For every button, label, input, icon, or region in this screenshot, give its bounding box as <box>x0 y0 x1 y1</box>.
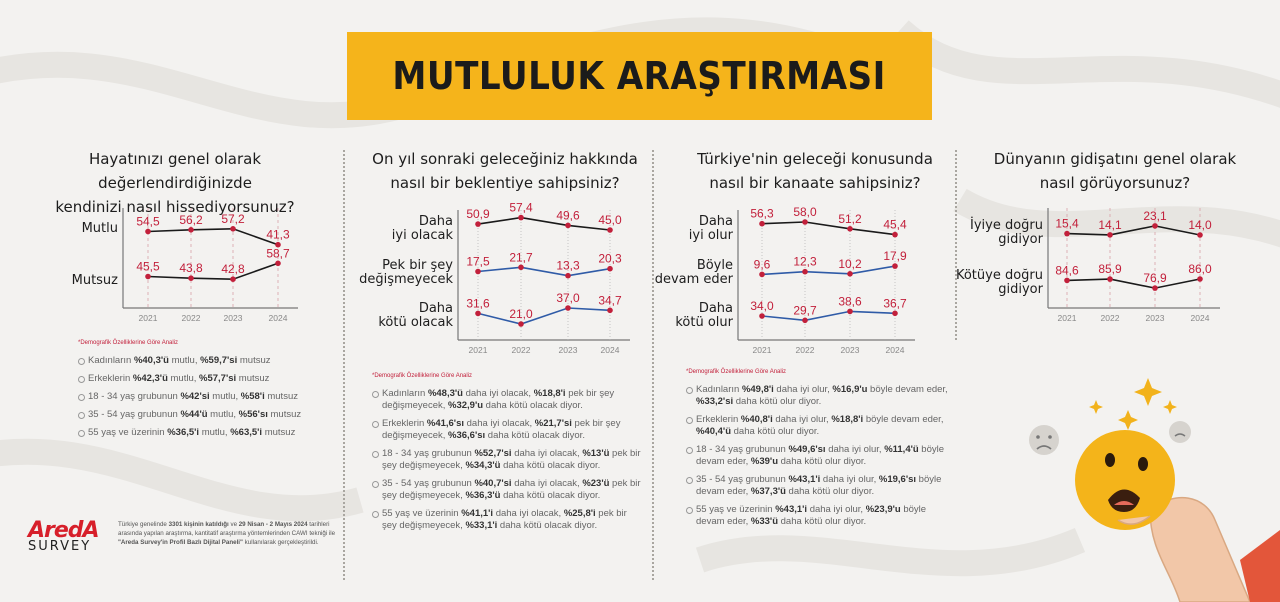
note-text: böyle devam eder, <box>696 474 942 497</box>
note-value: %49,6'sı <box>788 444 826 455</box>
plot-area <box>359 201 630 355</box>
note-text: 35 - 54 yaş grubunun <box>696 474 789 485</box>
note-value: %40,3'ü <box>133 355 169 366</box>
note-item <box>372 448 642 472</box>
note-text: böyle devam eder, <box>696 504 927 527</box>
data-label: 45,4 <box>883 217 907 232</box>
series-label-line: değişmeyecek <box>359 272 453 287</box>
x-tick-label: 2021 <box>752 345 772 355</box>
x-tick-label: 2024 <box>268 313 288 323</box>
series-line <box>1067 279 1200 288</box>
data-label: 54,5 <box>136 214 160 229</box>
x-tick-label: 2022 <box>795 345 815 355</box>
areda-survey-logo: AredA SURVEY <box>28 518 99 554</box>
note-value: %33'ü <box>750 516 778 527</box>
note-text: mutlu, <box>199 427 231 438</box>
note-text: pek bir şey değişmeyecek, <box>382 418 621 441</box>
series-label-line: Pek bir şey <box>382 258 453 273</box>
note-value: %11,4'ü <box>884 444 919 455</box>
data-label: 84,6 <box>1055 263 1079 278</box>
x-tick-label: 2023 <box>558 345 578 355</box>
series-label <box>82 221 118 236</box>
note-item <box>372 418 642 442</box>
series-label-line: Daha <box>418 301 453 316</box>
question-1-line-2: kendinizi nasıl hissediyorsunuz? <box>55 198 295 216</box>
chart-happiness <box>0 200 340 325</box>
note-text: Kadınların <box>382 388 428 399</box>
note-value: %41,6'sı <box>426 418 464 429</box>
note-text: mutsuz <box>264 391 298 402</box>
data-label: 29,7 <box>793 303 817 318</box>
data-point <box>892 263 898 269</box>
data-point <box>475 311 481 317</box>
note-text: daha iyi olacak, <box>511 448 583 459</box>
note-item <box>372 388 642 412</box>
note-value: %21,7'si <box>534 418 572 429</box>
data-point <box>802 318 808 324</box>
note-value: %52,7'si <box>474 448 512 459</box>
data-point <box>1064 278 1070 284</box>
note-text: daha kötü olacak diyor. <box>500 460 601 471</box>
question-2-line-1: On yıl sonraki geleceğiniz hakkında <box>372 150 638 168</box>
note-text: böyle devam eder, <box>867 384 948 395</box>
data-label: 45,0 <box>598 213 622 227</box>
note-value: %63,5'i <box>230 427 263 438</box>
data-label: 42,8 <box>221 262 245 277</box>
note-value: %23,9'u <box>865 504 901 515</box>
series-line <box>762 266 895 274</box>
note-item <box>78 409 333 421</box>
note-text: mutsuz <box>237 355 271 366</box>
note-value: %48,3'ü <box>427 388 463 399</box>
data-label: 58,0 <box>793 205 817 219</box>
data-label: 43,8 <box>179 261 203 276</box>
data-point <box>847 271 853 277</box>
note-value: %16,9'u <box>832 384 868 395</box>
data-point <box>847 226 853 232</box>
series-label <box>655 258 734 287</box>
note-value: %56'sı <box>238 409 268 420</box>
note-value: %49,8'i <box>741 384 774 395</box>
question-2-line-2: nasıl bir beklentiye sahipsiniz? <box>390 174 620 192</box>
note-value: %36,5'i <box>167 427 200 438</box>
data-point <box>1107 276 1113 282</box>
chart-future-expectation <box>340 200 650 360</box>
demographic-notes-3 <box>686 366 951 534</box>
x-tick-label: 2021 <box>1057 313 1077 323</box>
data-point <box>607 308 613 314</box>
series-label-line: iyi olacak <box>391 228 453 243</box>
series-line <box>762 222 895 235</box>
chart-turkey-future <box>650 200 955 360</box>
note-item <box>78 355 333 367</box>
series-label <box>378 301 453 330</box>
data-label: 20,3 <box>598 251 622 266</box>
data-point <box>188 275 194 281</box>
note-value: %18,8'i <box>533 388 566 399</box>
footer-text-part: ve <box>228 521 239 528</box>
data-label: 49,6 <box>556 208 580 223</box>
data-point <box>188 227 194 233</box>
note-value: %34,3'ü <box>465 460 501 471</box>
note-text: daha iyi olur, <box>820 474 879 485</box>
series-line <box>478 267 610 275</box>
note-item <box>686 414 951 438</box>
series-label <box>956 268 1044 297</box>
data-label: 17,9 <box>883 249 907 264</box>
data-point <box>759 313 765 319</box>
data-label: 34,7 <box>598 293 622 308</box>
title-banner <box>347 32 932 120</box>
data-label: 14,0 <box>1188 218 1212 232</box>
series-line <box>148 229 278 245</box>
note-value: %19,6'sı <box>878 474 917 485</box>
note-text: böyle devam eder, <box>863 414 944 425</box>
note-text: Erkeklerin <box>382 418 427 429</box>
data-label: 56,2 <box>179 212 203 227</box>
note-value: %58'i <box>240 391 265 402</box>
series-label-line: kötü olacak <box>378 315 453 330</box>
plot-area <box>655 205 915 355</box>
data-label: 10,2 <box>838 256 862 271</box>
note-text: daha kötü olacak diyor. <box>500 490 601 501</box>
data-point <box>230 276 236 282</box>
question-4-line-2: nasıl görüyorsunuz? <box>1039 174 1191 192</box>
x-tick-label: 2024 <box>885 345 905 355</box>
data-label: 37,0 <box>556 291 580 305</box>
note-value: %42'si <box>180 391 210 402</box>
note-item <box>686 444 951 468</box>
data-point <box>145 274 151 280</box>
series-label-line: devam eder <box>654 272 733 287</box>
plot-area <box>72 208 298 323</box>
note-text: böyle devam eder, <box>696 444 945 467</box>
data-point <box>518 215 524 221</box>
data-label: 86,0 <box>1188 262 1212 276</box>
series-label-line: Mutsuz <box>71 273 118 288</box>
methodology-note <box>118 520 343 547</box>
series-label <box>72 273 119 288</box>
data-point <box>145 229 151 235</box>
data-point <box>1064 231 1070 237</box>
note-text: mutlu, <box>167 373 200 384</box>
note-text: mutlu, <box>168 355 201 366</box>
note-text: daha kötü olur diyor. <box>785 486 875 497</box>
note-value: %32,9'u <box>448 400 484 411</box>
series-label <box>689 214 734 243</box>
data-point <box>1107 232 1113 238</box>
x-tick-label: 2023 <box>1145 313 1165 323</box>
data-label: 56,3 <box>750 206 774 221</box>
note-value: %43,1'i <box>788 474 821 485</box>
note-value: %18,8'i <box>831 414 864 425</box>
note-item <box>78 373 333 385</box>
data-label: 51,2 <box>838 211 862 226</box>
data-label: 9,6 <box>753 257 771 272</box>
footer-text-part: 3301 kişinin katıldığı <box>168 521 229 528</box>
question-3 <box>665 147 965 195</box>
note-item <box>372 478 642 502</box>
data-point <box>759 221 765 227</box>
note-text: daha kötü olur diyor. <box>731 426 820 437</box>
note-text: daha kötü olur diyor. <box>733 396 822 407</box>
data-point <box>230 226 236 232</box>
note-item <box>686 474 951 498</box>
note-text: daha kötü olacak diyor. <box>485 430 585 441</box>
note-text: mutsuz <box>236 373 270 384</box>
note-value: %43,1'i <box>775 504 808 515</box>
note-value: %42,3'ü <box>132 373 168 384</box>
note-value: %37,3'ü <box>750 486 786 497</box>
sad-face-icon <box>1075 430 1175 530</box>
note-text: 18 - 34 yaş grubunun <box>88 391 181 402</box>
note-text: 55 yaş ve üzerinin <box>88 427 168 438</box>
data-point <box>275 261 281 267</box>
note-value: %25,8'i <box>563 508 596 519</box>
series-label <box>359 258 453 287</box>
series-line <box>762 311 895 320</box>
note-value: %44'ü <box>180 409 208 420</box>
data-label: 85,9 <box>1098 262 1122 277</box>
note-text: 35 - 54 yaş grubunun <box>382 478 475 489</box>
question-3-line-2: nasıl bir kanaate sahipsiniz? <box>709 174 921 192</box>
data-point <box>518 321 524 327</box>
note-text: pek bir şey değişmeyecek, <box>382 478 641 501</box>
note-text: 18 - 34 yaş grubunun <box>696 444 789 455</box>
data-point <box>565 305 571 311</box>
data-point <box>475 221 481 227</box>
note-value: %59,7'si <box>200 355 238 366</box>
demographic-notes-2 <box>372 370 642 538</box>
note-value: %40,8'i <box>740 414 773 425</box>
note-text: daha kötü olur diyor. <box>778 456 867 467</box>
data-label: 41,3 <box>266 227 290 242</box>
note-text: Kadınların <box>88 355 134 366</box>
note-text: Erkeklerin <box>696 414 741 425</box>
sparkle-icon <box>1089 378 1177 430</box>
question-1-line-1: Hayatınızı genel olarak değerlendirdiğinizde <box>88 150 262 192</box>
series-line <box>1067 226 1200 235</box>
note-text: pek bir şey değişmeyecek, <box>382 448 641 471</box>
data-point <box>1152 285 1158 291</box>
series-line <box>148 263 278 279</box>
data-point <box>1197 276 1203 282</box>
data-label: 50,9 <box>466 207 490 222</box>
data-label: 14,1 <box>1098 217 1122 232</box>
note-text: daha iyi olur, <box>825 444 885 455</box>
data-label: 38,6 <box>838 294 862 309</box>
note-text: daha iyi olur, <box>773 384 833 395</box>
data-label: 31,6 <box>466 296 490 311</box>
question-3-line-1: Türkiye'nin geleceği konusunda <box>697 150 933 168</box>
note-value: %41,1'i <box>461 508 494 519</box>
question-4-line-1: Dünyanın gidişatını genel olarak <box>993 150 1237 168</box>
hand-icon <box>1150 498 1280 602</box>
data-point <box>475 269 481 275</box>
note-value: %33,2'si <box>696 396 734 407</box>
plot-area <box>956 208 1220 323</box>
data-label: 57,2 <box>221 211 245 226</box>
note-value: %33,1'i <box>465 520 498 531</box>
series-label-line: Daha <box>698 301 733 316</box>
data-label: 23,1 <box>1143 208 1167 223</box>
note-value: %36,3'ü <box>465 490 501 501</box>
series-label <box>675 301 733 330</box>
data-point <box>607 266 613 272</box>
data-label: 17,5 <box>466 254 490 269</box>
x-tick-label: 2021 <box>468 345 488 355</box>
note-text: mutlu, <box>209 391 241 402</box>
series-label-line: kötü olur <box>675 315 733 330</box>
series-label <box>392 214 454 243</box>
note-text: 55 yaş ve üzerinin <box>696 504 776 515</box>
data-label: 45,5 <box>136 259 160 274</box>
data-point <box>759 272 765 278</box>
series-label-line: Kötüye doğru <box>955 268 1043 283</box>
series-label-line: Mutlu <box>81 221 118 236</box>
note-text: daha iyi olacak, <box>462 388 534 399</box>
x-tick-label: 2024 <box>600 345 620 355</box>
x-tick-label: 2023 <box>840 345 860 355</box>
note-text: pek bir şey değişmeyecek, <box>382 388 615 411</box>
note-text: 55 yaş ve üzerinin <box>382 508 462 519</box>
data-point <box>892 311 898 317</box>
data-point <box>847 309 853 315</box>
x-tick-label: 2022 <box>1100 313 1120 323</box>
series-label <box>970 217 1044 247</box>
note-text: Kadınların <box>696 384 742 395</box>
question-2 <box>350 147 660 195</box>
note-text: daha iyi olur, <box>807 504 866 515</box>
note-value: %23'ü <box>582 478 610 489</box>
notes-header: *Demografik Özelliklerine Göre Analiz <box>78 340 179 346</box>
footer-text-part: tarihleri arasında yapılan araştırma, kantitatif araştırma yöntemlerinden CAWI tekniği ile <box>118 521 336 537</box>
data-point <box>802 219 808 225</box>
x-tick-label: 2023 <box>223 313 243 323</box>
question-4 <box>965 147 1265 195</box>
data-label: 21,7 <box>509 250 533 265</box>
data-label: 12,3 <box>793 254 817 269</box>
data-point <box>565 223 571 229</box>
x-tick-label: 2024 <box>1190 313 1210 323</box>
note-item <box>78 427 333 439</box>
series-line <box>478 308 610 324</box>
data-label: 76,9 <box>1143 271 1167 286</box>
data-point <box>1197 232 1203 238</box>
note-value: %36,6'sı <box>448 430 486 441</box>
data-point <box>607 227 613 233</box>
notes-header: *Demografik Özelliklerine Göre Analiz <box>686 369 787 375</box>
note-value: %57,7'si <box>199 373 237 384</box>
data-label: 34,0 <box>750 299 774 313</box>
note-item <box>372 508 642 532</box>
sad-emoji-illustration <box>1000 360 1280 602</box>
note-value: %40,7'si <box>474 478 512 489</box>
note-text: Erkeklerin <box>88 373 133 384</box>
note-item <box>686 504 951 528</box>
data-label: 13,3 <box>556 258 580 273</box>
series-line <box>478 218 610 230</box>
note-text: 18 - 34 yaş grubunun <box>382 448 475 459</box>
note-text: mutsuz <box>267 409 302 420</box>
note-text: daha iyi olacak, <box>464 418 535 429</box>
data-point <box>1152 223 1158 229</box>
x-tick-label: 2022 <box>181 313 201 323</box>
demographic-notes-1 <box>78 337 333 445</box>
footer-text-part: Türkiye genelinde <box>118 521 169 528</box>
note-text: daha kötü olacak diyor. <box>497 520 598 531</box>
data-label: 58,7 <box>266 246 290 261</box>
series-label-line: Daha <box>698 214 733 229</box>
series-label-line: Böyle <box>696 258 733 273</box>
data-point <box>565 273 571 279</box>
footer-text-part: "Areda Survey'in Profil Bazlı Dijital Paneli" <box>118 539 243 546</box>
data-label: 36,7 <box>883 296 907 311</box>
x-tick-label: 2022 <box>511 345 531 355</box>
series-label-line: gidiyor <box>998 282 1043 297</box>
note-item <box>78 391 333 403</box>
footer-text-part: 29 Nisan - 2 Mayıs 2024 <box>238 521 308 528</box>
notes-header: *Demografik Özelliklerine Göre Analiz <box>372 373 473 379</box>
note-value: %13'ü <box>582 448 610 459</box>
note-value: %40,4'ü <box>696 426 731 437</box>
data-point <box>802 269 808 275</box>
series-label-line: Daha <box>418 214 453 229</box>
series-label-line: İyiye doğru <box>969 218 1043 233</box>
note-text: mutsuz <box>262 427 296 438</box>
page-title: MUTLULUK ARAŞTIRMASI <box>392 54 887 98</box>
data-label: 57,4 <box>509 200 533 215</box>
note-text: daha iyi olur, <box>772 414 832 425</box>
data-point <box>892 232 898 238</box>
note-text: pek bir şey değişmeyecek, <box>382 508 627 531</box>
chart-world-direction <box>955 200 1280 325</box>
note-item <box>686 384 951 408</box>
note-text: daha kötü olur diyor. <box>778 516 867 527</box>
note-text: daha kötü olacak diyor. <box>483 400 583 411</box>
note-text: daha iyi olacak, <box>511 478 583 489</box>
footer-text-part: kullanılarak gerçekleştirildi. <box>242 539 319 546</box>
series-label-line: gidiyor <box>998 232 1043 247</box>
note-text: 35 - 54 yaş grubunun <box>88 409 181 420</box>
note-text: mutlu, <box>207 409 239 420</box>
data-point <box>518 265 524 271</box>
x-tick-label: 2021 <box>138 313 158 323</box>
data-label: 21,0 <box>509 307 533 321</box>
data-label: 15,4 <box>1055 216 1079 231</box>
note-text: daha iyi olacak, <box>493 508 564 519</box>
series-label-line: iyi olur <box>688 228 733 243</box>
note-value: %39'u <box>750 456 778 467</box>
